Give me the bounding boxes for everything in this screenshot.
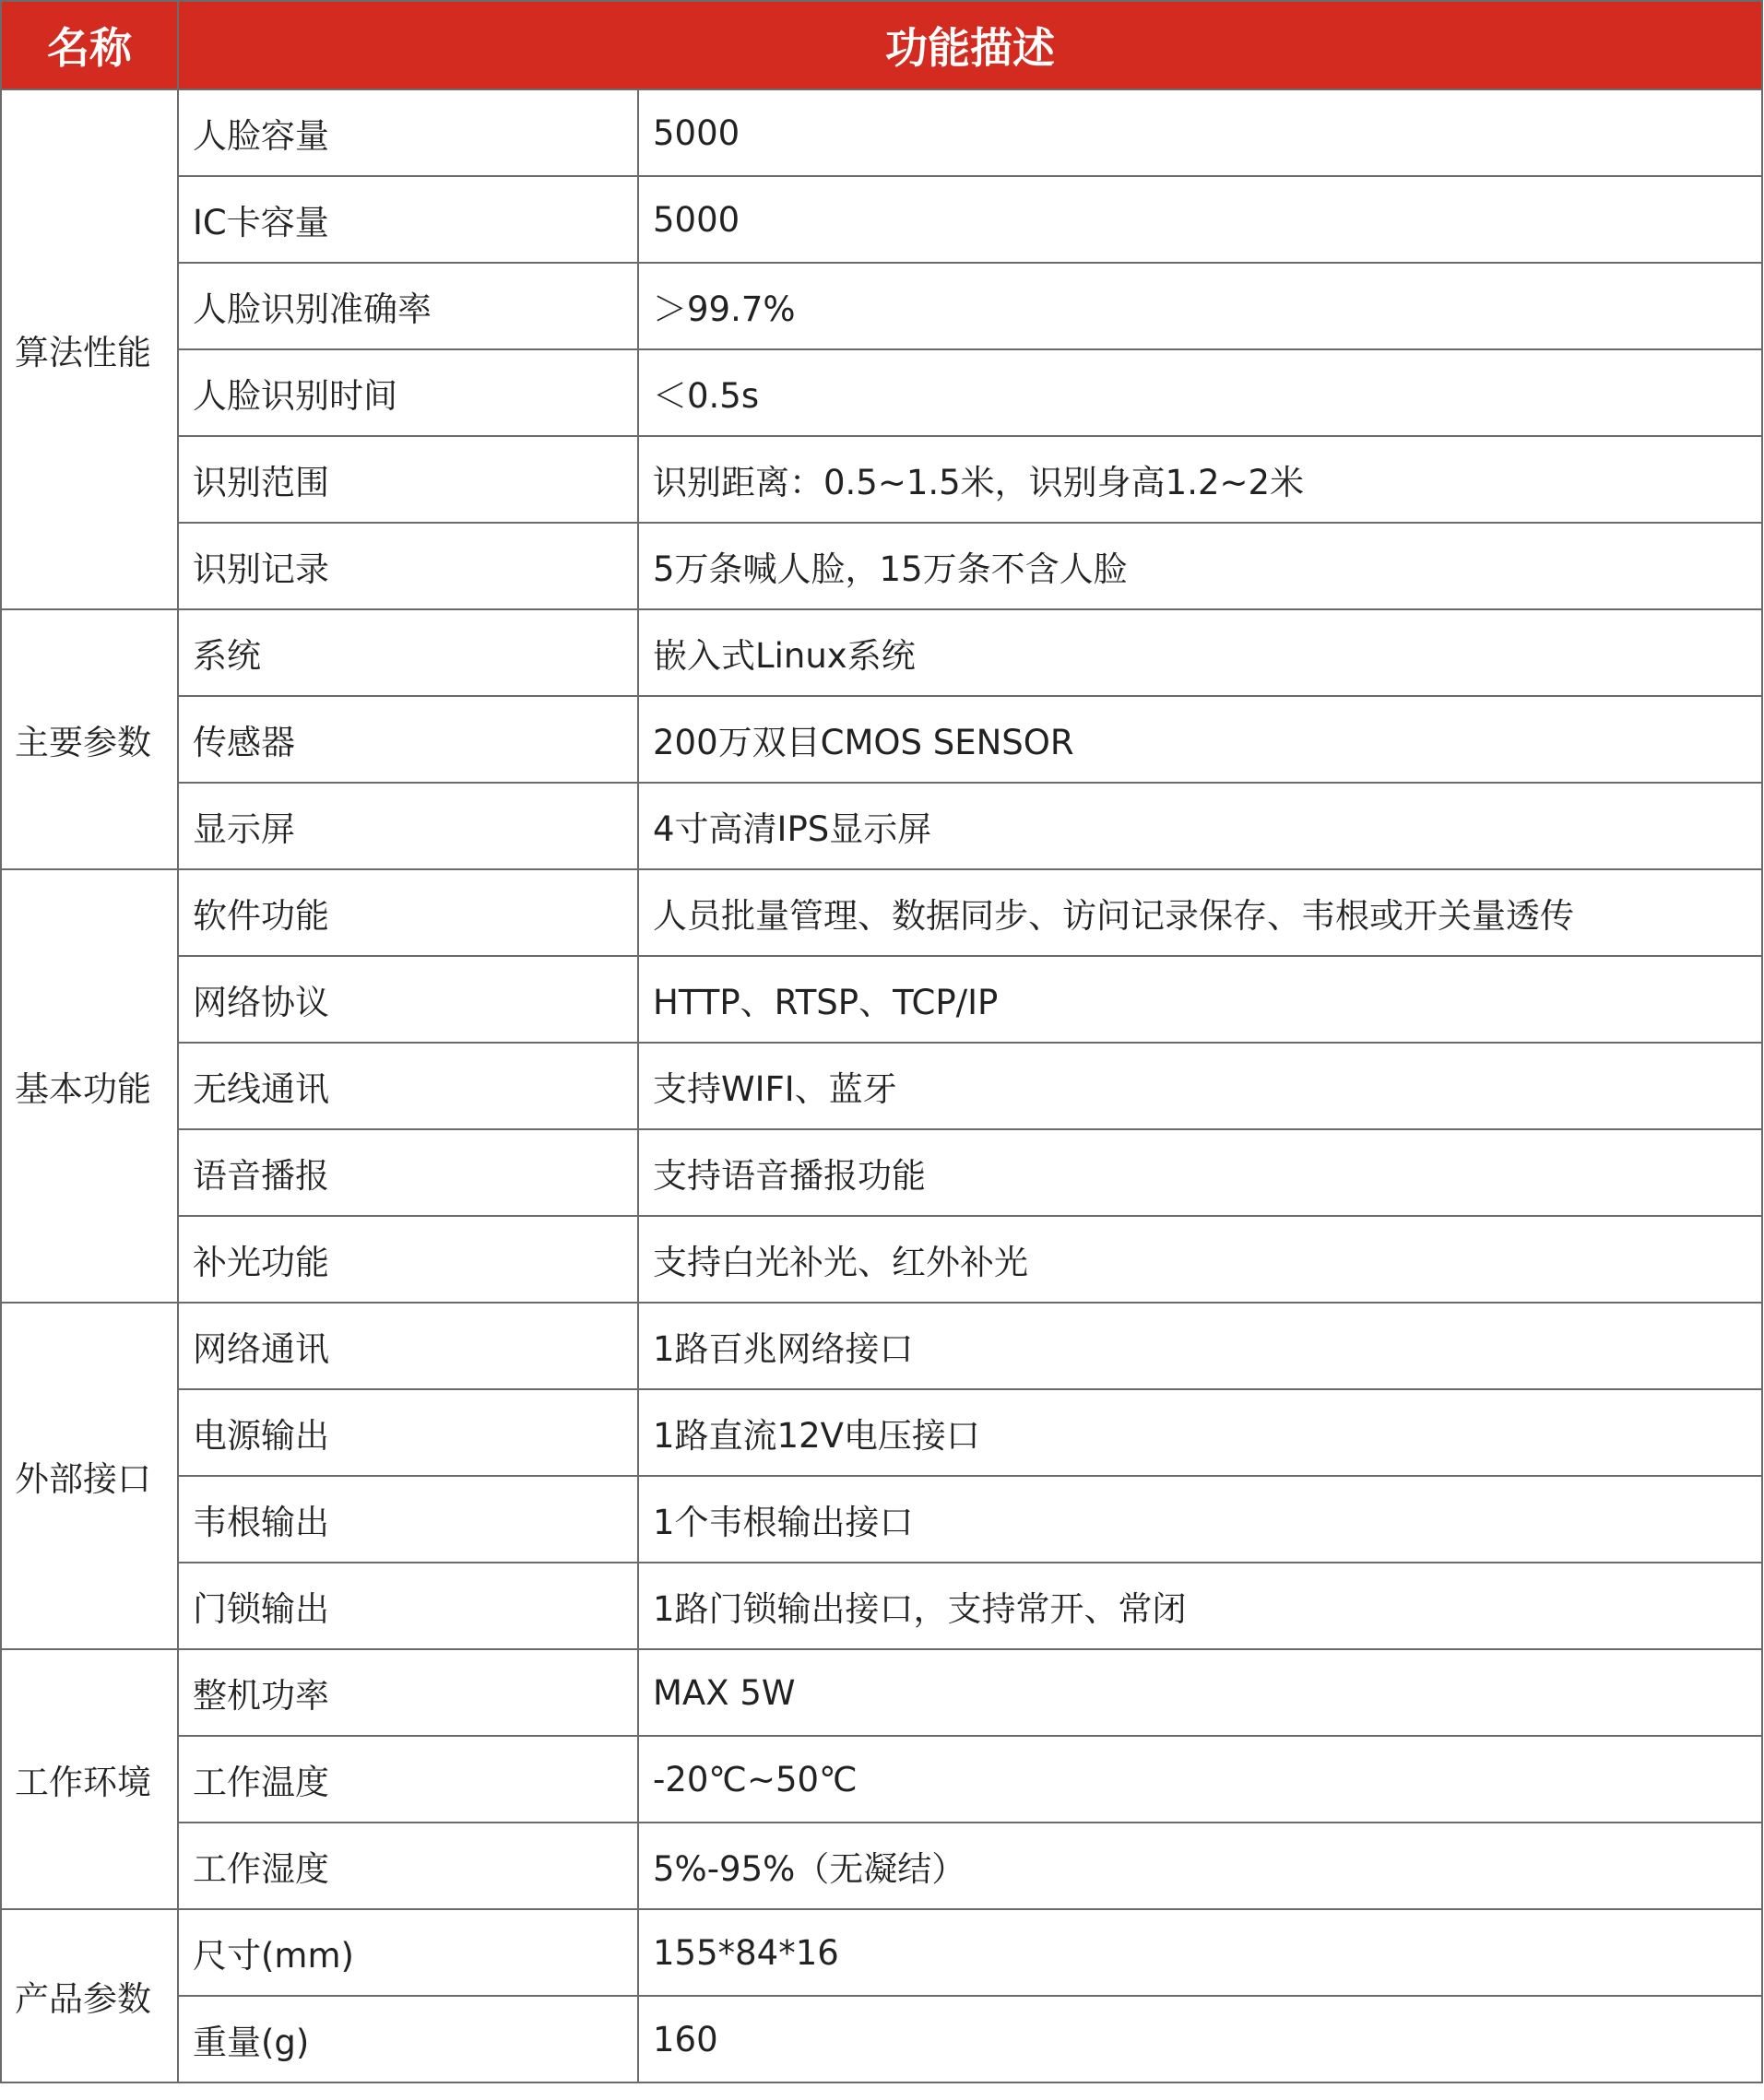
item-value-cell: 识别距离：0.5~1.5米，识别身高1.2~2米 bbox=[638, 436, 1762, 523]
table-row bbox=[1, 1476, 1762, 1563]
header-desc-cell: 功能描述 bbox=[178, 1, 1762, 89]
item-value-cell: 155*84*16 bbox=[638, 1909, 1762, 1996]
table-row bbox=[1, 1129, 1762, 1216]
item-name-cell: 工作温度 bbox=[178, 1736, 638, 1823]
item-name-cell: 尺寸(mm) bbox=[178, 1909, 638, 1996]
table-row bbox=[1, 1216, 1762, 1303]
item-value-cell: 160 bbox=[638, 1996, 1762, 2082]
table-row bbox=[1, 1303, 1762, 1389]
item-name-cell: 重量(g) bbox=[178, 1996, 638, 2082]
table-row bbox=[1, 1649, 1762, 1736]
item-name-cell: 人脸容量 bbox=[178, 89, 638, 176]
item-name-cell: 软件功能 bbox=[178, 869, 638, 956]
item-name-cell: 系统 bbox=[178, 609, 638, 696]
item-name-cell: 电源输出 bbox=[178, 1389, 638, 1476]
item-value-cell: 1路门锁输出接口，支持常开、常闭 bbox=[638, 1563, 1762, 1649]
header-row bbox=[1, 1, 1762, 89]
table-row bbox=[1, 956, 1762, 1043]
item-value-cell: -20℃~50℃ bbox=[638, 1736, 1762, 1823]
item-name-cell: 人脸识别时间 bbox=[178, 349, 638, 436]
item-value-cell: 支持WIFI、蓝牙 bbox=[638, 1043, 1762, 1129]
group-name-cell: 产品参数 bbox=[1, 1909, 178, 2082]
table-row bbox=[1, 1563, 1762, 1649]
item-value-cell: 1路直流12V电压接口 bbox=[638, 1389, 1762, 1476]
table-row bbox=[1, 1909, 1762, 1996]
item-name-cell: 人脸识别准确率 bbox=[178, 263, 638, 349]
item-name-cell: 韦根输出 bbox=[178, 1476, 638, 1563]
table-body bbox=[1, 89, 1762, 2082]
item-name-cell: 语音播报 bbox=[178, 1129, 638, 1216]
item-name-cell: 网络协议 bbox=[178, 956, 638, 1043]
table-row bbox=[1, 176, 1762, 263]
item-name-cell: 显示屏 bbox=[178, 783, 638, 869]
table-row bbox=[1, 1823, 1762, 1909]
item-value-cell: 5000 bbox=[638, 176, 1762, 263]
item-value-cell: 人员批量管理、数据同步、访问记录保存、韦根或开关量透传 bbox=[638, 869, 1762, 956]
table-row bbox=[1, 1996, 1762, 2082]
item-name-cell: 网络通讯 bbox=[178, 1303, 638, 1389]
table-row bbox=[1, 523, 1762, 609]
item-name-cell: 门锁输出 bbox=[178, 1563, 638, 1649]
item-value-cell: 5%-95%（无凝结） bbox=[638, 1823, 1762, 1909]
item-value-cell: 1路百兆网络接口 bbox=[638, 1303, 1762, 1389]
item-value-cell: ＞99.7% bbox=[638, 263, 1762, 349]
table-row bbox=[1, 869, 1762, 956]
header-name-cell: 名称 bbox=[1, 1, 178, 89]
table-row bbox=[1, 783, 1762, 869]
item-name-cell: 补光功能 bbox=[178, 1216, 638, 1303]
group-name-cell: 工作环境 bbox=[1, 1649, 178, 1909]
group-name-cell: 主要参数 bbox=[1, 609, 178, 869]
table-row bbox=[1, 1389, 1762, 1476]
item-value-cell: ＜0.5s bbox=[638, 349, 1762, 436]
item-name-cell: 无线通讯 bbox=[178, 1043, 638, 1129]
table-row bbox=[1, 349, 1762, 436]
item-value-cell: 5000 bbox=[638, 89, 1762, 176]
table-row bbox=[1, 1043, 1762, 1129]
item-value-cell: 嵌入式Linux系统 bbox=[638, 609, 1762, 696]
item-name-cell: 工作湿度 bbox=[178, 1823, 638, 1909]
table-row bbox=[1, 436, 1762, 523]
table-row bbox=[1, 263, 1762, 349]
group-name-cell: 算法性能 bbox=[1, 89, 178, 609]
item-value-cell: 5万条喊人脸，15万条不含人脸 bbox=[638, 523, 1762, 609]
item-name-cell: 整机功率 bbox=[178, 1649, 638, 1736]
item-name-cell: 识别记录 bbox=[178, 523, 638, 609]
table-row bbox=[1, 696, 1762, 783]
item-name-cell: IC卡容量 bbox=[178, 176, 638, 263]
item-name-cell: 识别范围 bbox=[178, 436, 638, 523]
item-value-cell: 支持白光补光、红外补光 bbox=[638, 1216, 1762, 1303]
item-value-cell: HTTP、RTSP、TCP/IP bbox=[638, 956, 1762, 1043]
group-name-cell: 外部接口 bbox=[1, 1303, 178, 1649]
table-header bbox=[1, 1, 1762, 89]
item-value-cell: MAX 5W bbox=[638, 1649, 1762, 1736]
item-name-cell: 传感器 bbox=[178, 696, 638, 783]
table-row bbox=[1, 609, 1762, 696]
item-value-cell: 支持语音播报功能 bbox=[638, 1129, 1762, 1216]
table-row bbox=[1, 89, 1762, 176]
item-value-cell: 4寸高清IPS显示屏 bbox=[638, 783, 1762, 869]
group-name-cell: 基本功能 bbox=[1, 869, 178, 1303]
item-value-cell: 200万双目CMOS SENSOR bbox=[638, 696, 1762, 783]
table-row bbox=[1, 1736, 1762, 1823]
item-value-cell: 1个韦根输出接口 bbox=[638, 1476, 1762, 1563]
